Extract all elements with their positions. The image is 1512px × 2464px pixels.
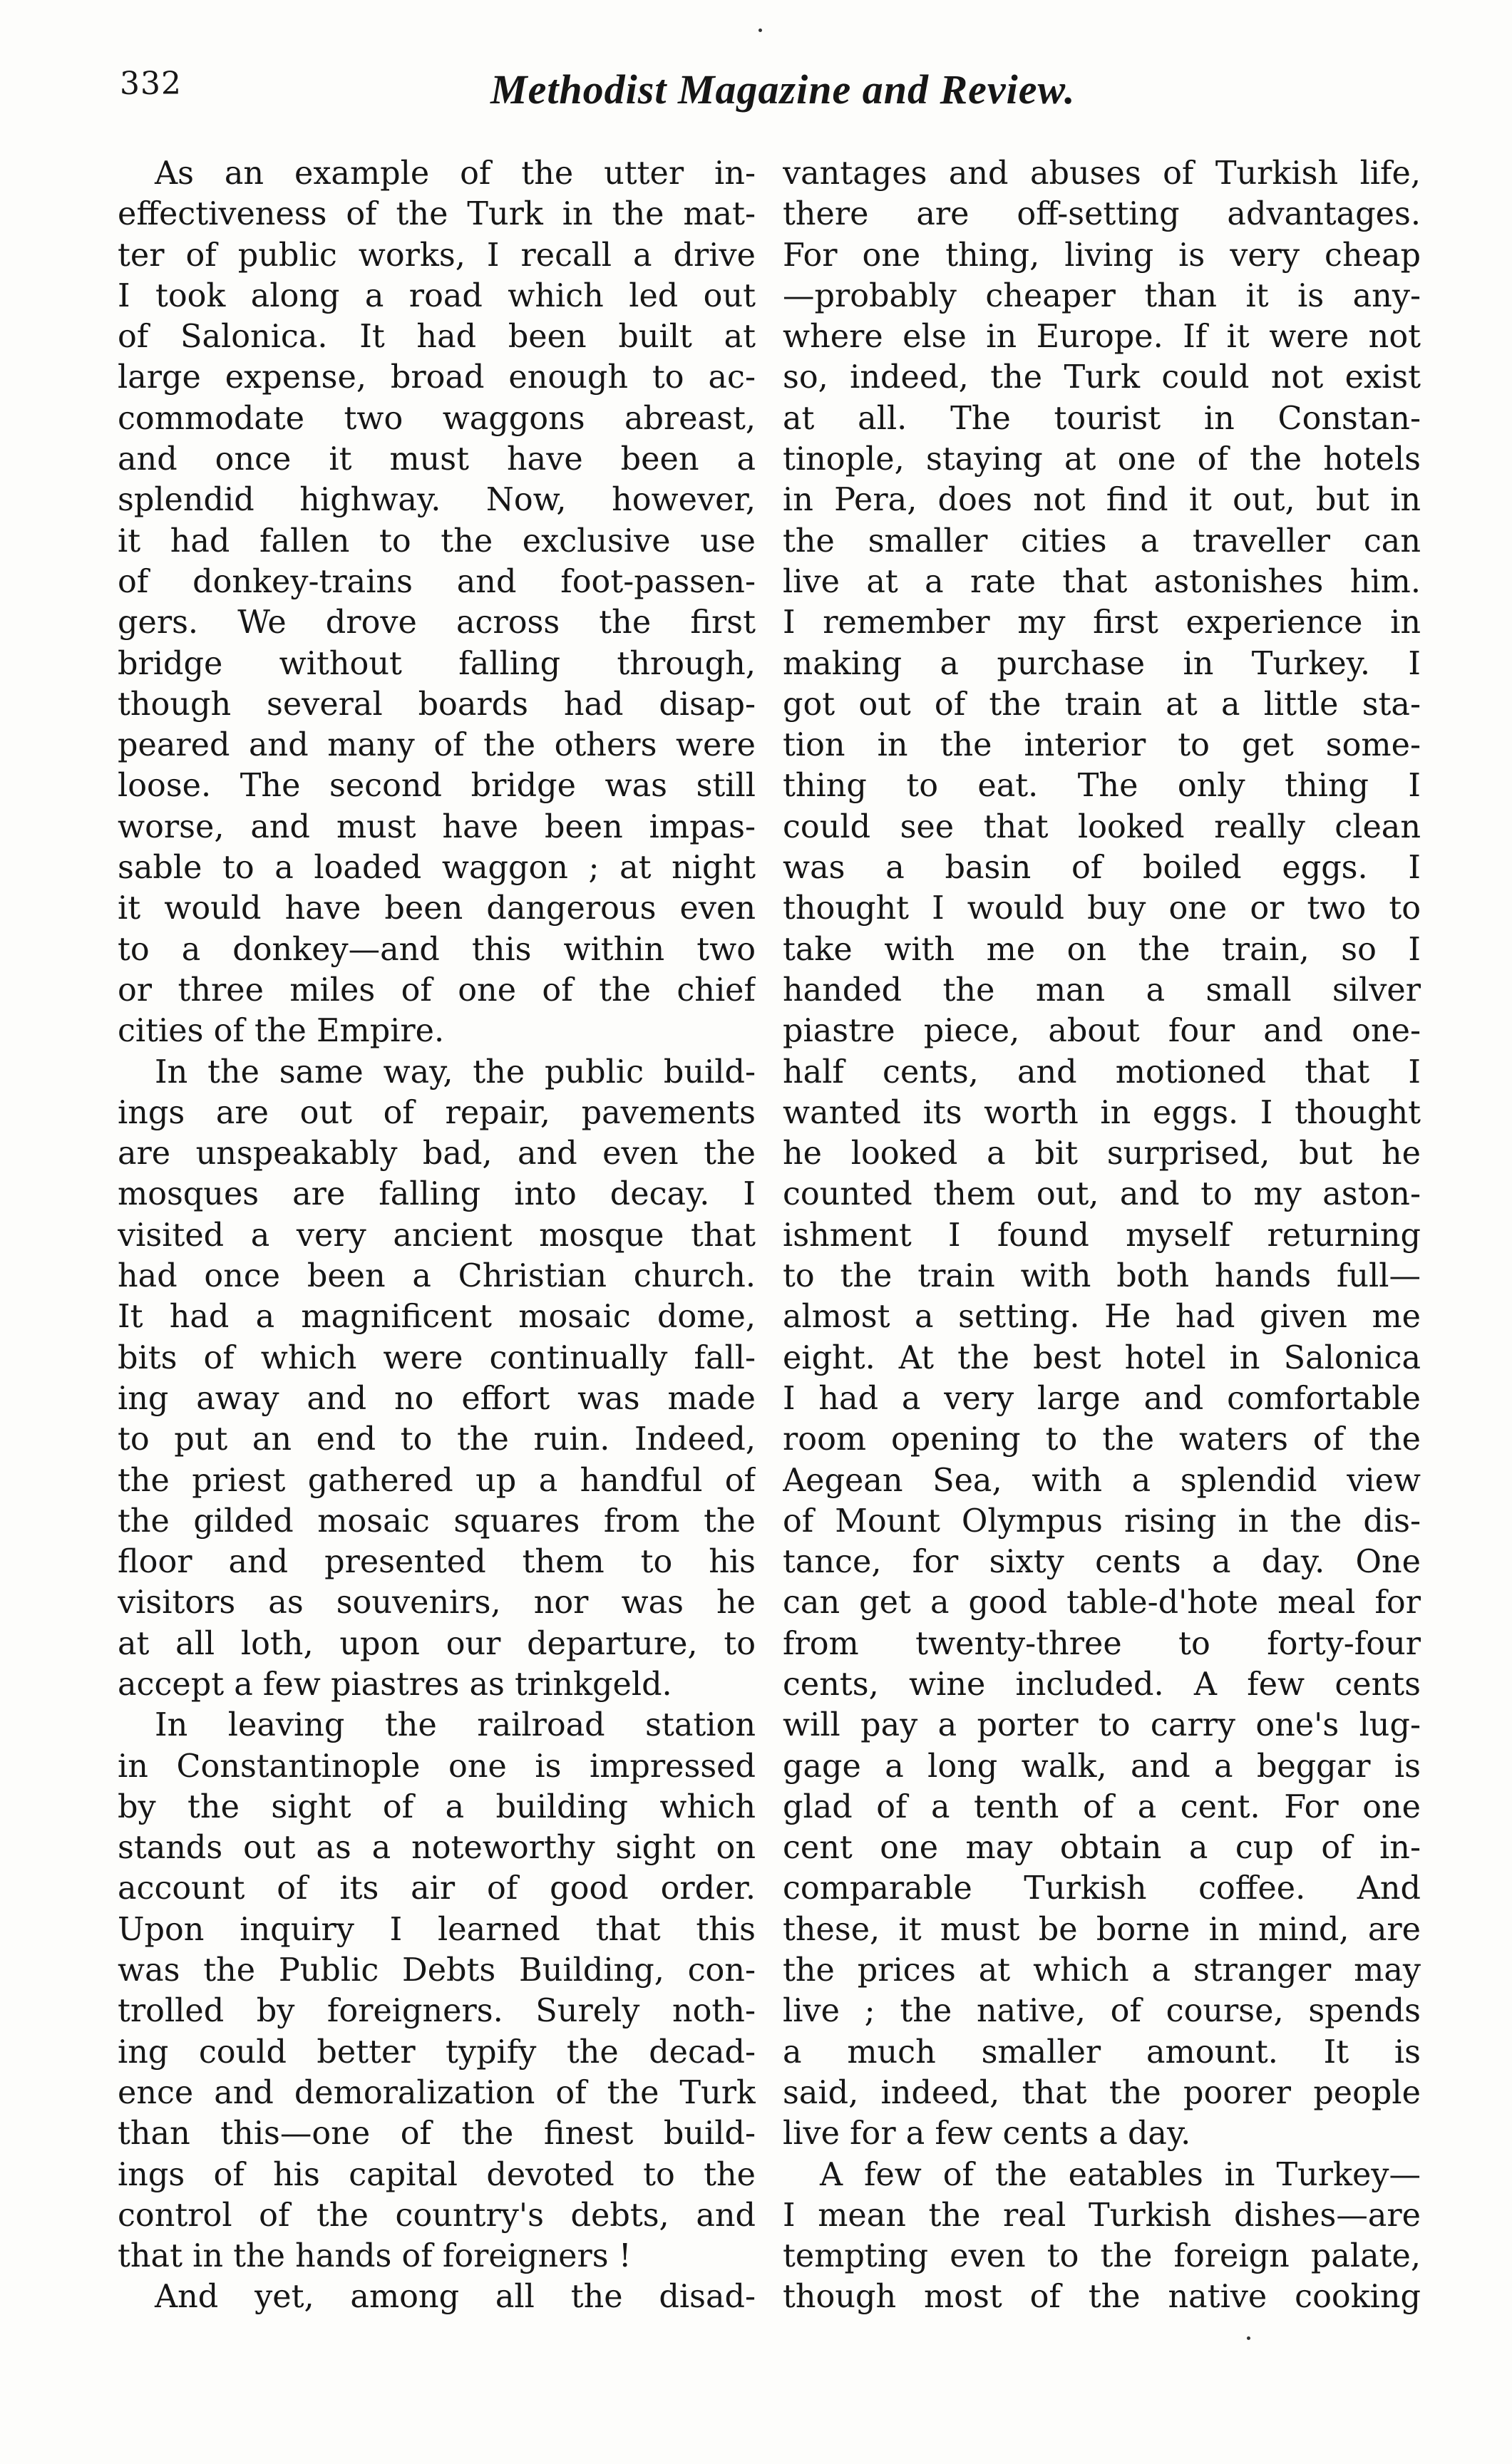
text-line: ter of public works, I recall a drive bbox=[118, 237, 756, 274]
text-line: at all loth, upon our departure, to bbox=[118, 1625, 756, 1662]
text-line: at all. The tourist in Constan- bbox=[783, 400, 1421, 437]
text-line: eight. At the best hotel in Salonica bbox=[783, 1339, 1421, 1376]
text-line: I remember my first experience in bbox=[783, 604, 1421, 641]
text-line: to the train with both hands full— bbox=[783, 1258, 1421, 1295]
text-line: from twenty-three to forty-four bbox=[783, 1625, 1421, 1662]
text-line: it would have been dangerous even bbox=[118, 890, 756, 927]
text-line: there are off-setting advantages. bbox=[783, 196, 1421, 233]
text-line: he looked a bit surprised, but he bbox=[783, 1135, 1421, 1172]
text-line: to put an end to the ruin. Indeed, bbox=[118, 1421, 756, 1458]
text-line: gage a long walk, and a beggar is bbox=[783, 1748, 1421, 1785]
text-line: cent one may obtain a cup of in- bbox=[783, 1830, 1421, 1867]
text-line: it had fallen to the exclusive use bbox=[118, 522, 756, 560]
text-line: could see that looked really clean bbox=[783, 808, 1421, 845]
text-line: —probably cheaper than it is any- bbox=[783, 277, 1421, 314]
text-line: effectiveness of the Turk in the mat- bbox=[118, 196, 756, 233]
text-line: had once been a Christian church. bbox=[118, 1258, 756, 1295]
text-line: control of the country's debts, and bbox=[118, 2197, 756, 2234]
text-line: It had a magnificent mosaic dome, bbox=[118, 1299, 756, 1336]
text-line: trolled by foreigners. Surely noth- bbox=[118, 1993, 756, 2030]
text-line: account of its air of good order. bbox=[118, 1870, 756, 1907]
text-line: was the Public Debts Building, con- bbox=[118, 1952, 756, 1989]
text-line: of Salonica. It had been built at bbox=[118, 319, 756, 356]
text-line: making a purchase in Turkey. I bbox=[783, 645, 1421, 682]
text-line: said, indeed, that the poorer people bbox=[783, 2074, 1421, 2111]
page-number: 332 bbox=[120, 66, 182, 102]
text-line: thing to eat. The only thing I bbox=[783, 768, 1421, 805]
text-line: ings are out of repair, pavements bbox=[118, 1094, 756, 1131]
text-line: As an example of the utter in- bbox=[155, 155, 756, 192]
text-line: to a donkey—and this within two bbox=[118, 931, 756, 968]
text-line: glad of a tenth of a cent. For one bbox=[783, 1788, 1421, 1825]
text-line: In the same way, the public build- bbox=[155, 1053, 756, 1091]
text-line: where else in Europe. If it were not bbox=[783, 319, 1421, 356]
text-line: And yet, among all the disad- bbox=[155, 2279, 756, 2316]
text-line: tempting even to the foreign palate, bbox=[783, 2238, 1421, 2275]
text-line: sable to a loaded waggon ; at night bbox=[118, 850, 756, 887]
text-line: mosques are falling into decay. I bbox=[118, 1176, 756, 1213]
left-column bbox=[118, 153, 756, 2318]
text-line: half cents, and motioned that I bbox=[783, 1053, 1421, 1091]
text-line: room opening to the waters of the bbox=[783, 1421, 1421, 1458]
text-line: was a basin of boiled eggs. I bbox=[783, 850, 1421, 887]
text-line: of Mount Olympus rising in the dis- bbox=[783, 1502, 1421, 1540]
text-line: loose. The second bridge was still bbox=[118, 768, 756, 805]
text-line: In leaving the railroad station bbox=[155, 1707, 756, 1744]
text-line: peared and many of the others were bbox=[118, 727, 756, 764]
text-line: vantages and abuses of Turkish life, bbox=[783, 155, 1421, 192]
text-line: take with me on the train, so I bbox=[783, 931, 1421, 968]
text-line: bridge without falling through, bbox=[118, 645, 756, 682]
text-line: piastre piece, about four and one- bbox=[783, 1013, 1421, 1050]
text-line: though most of the native cooking bbox=[783, 2279, 1421, 2316]
text-line: stands out as a noteworthy sight on bbox=[118, 1830, 756, 1867]
text-line: gers. We drove across the first bbox=[118, 604, 756, 641]
text-line: these, it must be borne in mind, are bbox=[783, 1911, 1421, 1948]
text-line: in Pera, does not find it out, but in bbox=[783, 482, 1421, 519]
text-line: splendid highway. Now, however, bbox=[118, 482, 756, 519]
text-line: the priest gathered up a handful of bbox=[118, 1462, 756, 1499]
text-line: A few of the eatables in Turkey— bbox=[820, 2156, 1421, 2193]
text-line: or three miles of one of the chief bbox=[118, 971, 756, 1009]
text-line: ings of his capital devoted to the bbox=[118, 2156, 756, 2193]
text-line: and once it must have been a bbox=[118, 441, 756, 478]
text-line: though several boards had disap- bbox=[118, 686, 756, 723]
running-title: Methodist Magazine and Review. bbox=[490, 66, 1076, 113]
text-line: counted them out, and to my aston- bbox=[783, 1176, 1421, 1213]
text-line: I mean the real Turkish dishes—are bbox=[783, 2197, 1421, 2234]
print-speck bbox=[758, 29, 762, 32]
text-line: a much smaller amount. It is bbox=[783, 2033, 1421, 2071]
text-line: by the sight of a building which bbox=[118, 1788, 756, 1825]
page-header bbox=[120, 66, 1403, 130]
text-line: ishment I found myself returning bbox=[783, 1217, 1421, 1254]
right-column bbox=[783, 153, 1421, 2318]
text-line: tance, for sixty cents a day. One bbox=[783, 1544, 1421, 1581]
text-line: in Constantinople one is impressed bbox=[118, 1748, 756, 1785]
text-line: got out of the train at a little sta- bbox=[783, 686, 1421, 723]
text-line: the prices at which a stranger may bbox=[783, 1952, 1421, 1989]
text-line: live at a rate that astonishes him. bbox=[783, 563, 1421, 600]
text-line: handed the man a small silver bbox=[783, 971, 1421, 1009]
text-line: bits of which were continually fall- bbox=[118, 1339, 756, 1376]
text-line: almost a setting. He had given me bbox=[783, 1299, 1421, 1336]
text-line: are unspeakably bad, and even the bbox=[118, 1135, 756, 1172]
text-line: of donkey-trains and foot-passen- bbox=[118, 563, 756, 600]
text-line: floor and presented them to his bbox=[118, 1544, 756, 1581]
text-line: that in the hands of foreigners ! bbox=[118, 2238, 632, 2275]
text-line: accept a few piastres as trinkgeld. bbox=[118, 1666, 672, 1703]
text-line: commodate two waggons abreast, bbox=[118, 400, 756, 437]
text-line: thought I would buy one or two to bbox=[783, 890, 1421, 927]
text-line: Aegean Sea, with a splendid view bbox=[783, 1462, 1421, 1499]
text-line: the gilded mosaic squares from the bbox=[118, 1502, 756, 1540]
text-line: will pay a porter to carry one's lug- bbox=[783, 1707, 1421, 1744]
text-line: I took along a road which led out bbox=[118, 277, 756, 314]
text-line: cents, wine included. A few cents bbox=[783, 1666, 1421, 1703]
text-line: I had a very large and comfortable bbox=[783, 1380, 1421, 1417]
text-line: ing could better typify the decad- bbox=[118, 2033, 756, 2071]
text-line: tion in the interior to get some- bbox=[783, 727, 1421, 764]
text-line: For one thing, living is very cheap bbox=[783, 237, 1421, 274]
text-line: live ; the native, of course, spends bbox=[783, 1993, 1421, 2030]
text-line: can get a good table-d'hote meal for bbox=[783, 1584, 1421, 1622]
text-line: cities of the Empire. bbox=[118, 1013, 445, 1050]
text-line: ing away and no effort was made bbox=[118, 1380, 756, 1417]
text-line: visitors as souvenirs, nor was he bbox=[118, 1584, 756, 1622]
text-line: comparable Turkish coffee. And bbox=[783, 1870, 1421, 1907]
text-line: so, indeed, the Turk could not exist bbox=[783, 359, 1421, 396]
text-line: ence and demoralization of the Turk bbox=[118, 2074, 756, 2111]
text-line: than this—one of the finest build- bbox=[118, 2115, 756, 2153]
text-line: wanted its worth in eggs. I thought bbox=[783, 1094, 1421, 1131]
text-line: visited a very ancient mosque that bbox=[118, 1217, 756, 1254]
print-speck bbox=[1247, 2336, 1250, 2340]
text-line: Upon inquiry I learned that this bbox=[118, 1911, 756, 1948]
text-line: worse, and must have been impas- bbox=[118, 808, 756, 845]
text-line: tinople, staying at one of the hotels bbox=[783, 441, 1421, 478]
text-line: live for a few cents a day. bbox=[783, 2115, 1191, 2153]
text-line: the smaller cities a traveller can bbox=[783, 522, 1421, 560]
text-line: large expense, broad enough to ac- bbox=[118, 359, 756, 396]
